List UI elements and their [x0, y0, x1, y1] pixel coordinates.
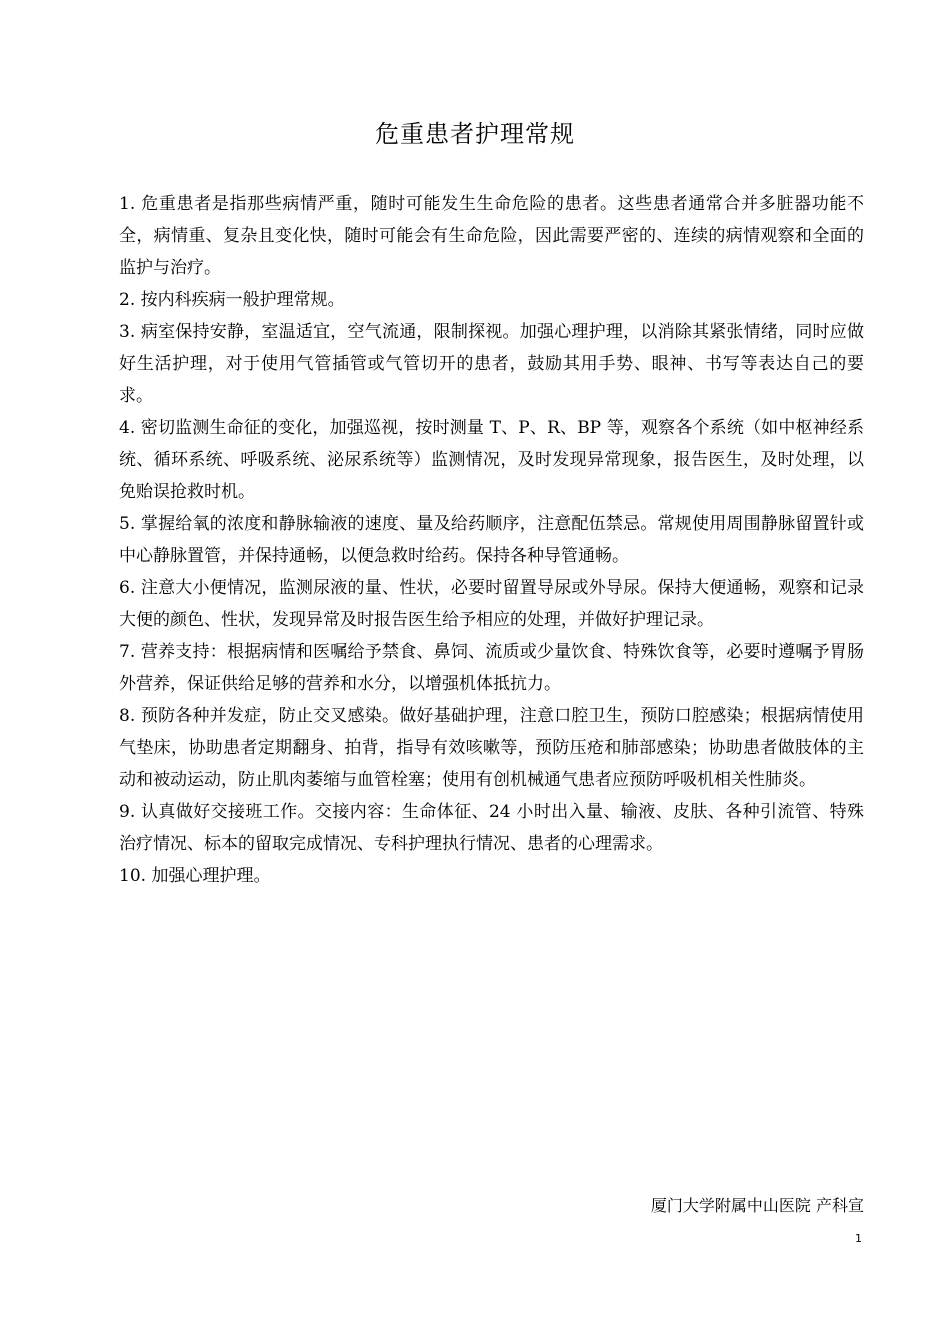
paragraph-7: 7. 营养支持：根据病情和医嘱给予禁食、鼻饲、流质或少量饮食、特殊饮食等，必要时遵嘱予胃肠外营养，保证供给足够的营养和水分，以增强机体抵抗力。	[119, 642, 864, 694]
paragraph-8: 8. 预防各种并发症，防止交叉感染。做好基础护理，注意口腔卫生，预防口腔感染；根据病情使用气垫床，协助患者定期翻身、拍背，指导有效咳嗽等，预防压疮和肺部感染；协助患者做肢体的主动和被动运动，防止肌肉萎缩与血管栓塞；使用有创机械通气患者应预防呼吸机相关性肺炎。	[119, 706, 864, 790]
paragraph-2: 2. 按内科疾病一般护理常规。	[119, 290, 345, 310]
paragraph-5: 5. 掌握给氧的浓度和静脉输液的速度、量及给药顺序，注意配伍禁忌。常规使用周围静脉留置针或中心静脉置管，并保持通畅，以便急救时给药。保持各种导管通畅。	[119, 514, 864, 566]
paragraph-9: 9. 认真做好交接班工作。交接内容：生命体征、24 小时出入量、输液、皮肤、各种引流管、特殊治疗情况、标本的留取完成情况、专科护理执行情况、患者的心理需求。	[119, 802, 864, 854]
paragraph-1: 1. 危重患者是指那些病情严重，随时可能发生生命危险的患者。这些患者通常合并多脏器功能不全，病情重、复杂且变化快，随时可能会有生命危险，因此需要严密的、连续的病情观察和全面的监护与治疗。	[119, 194, 864, 278]
paragraph-6: 6. 注意大小便情况，监测尿液的量、性状，必要时留置导尿或外导尿。保持大便通畅，观察和记录大便的颜色、性状，发现异常及时报告医生给予相应的处理，并做好护理记录。	[119, 578, 864, 630]
page-number: 1	[855, 1232, 862, 1245]
organization-signature: 厦门大学附属中山医院 产科宣	[650, 1196, 864, 1215]
document-title: 危重患者护理常规	[375, 120, 575, 148]
paragraph-4: 4. 密切监测生命征的变化，加强巡视，按时测量 T、P、R、BP 等，观察各个系统（如中枢神经系统、循环系统、呼吸系统、泌尿系统等）监测情况，及时发现异常现象，报告医生，及时处理，以免贻误抢救时机。	[119, 418, 864, 502]
paragraph-3: 3. 病室保持安静，室温适宜，空气流通，限制探视。加强心理护理，以消除其紧张情绪，同时应做好生活护理，对于使用气管插管或气管切开的患者，鼓励其用手势、眼神、书写等表达自己的要求。	[119, 322, 864, 406]
paragraph-10: 10. 加强心理护理。	[119, 866, 271, 886]
document-body	[119, 188, 864, 892]
